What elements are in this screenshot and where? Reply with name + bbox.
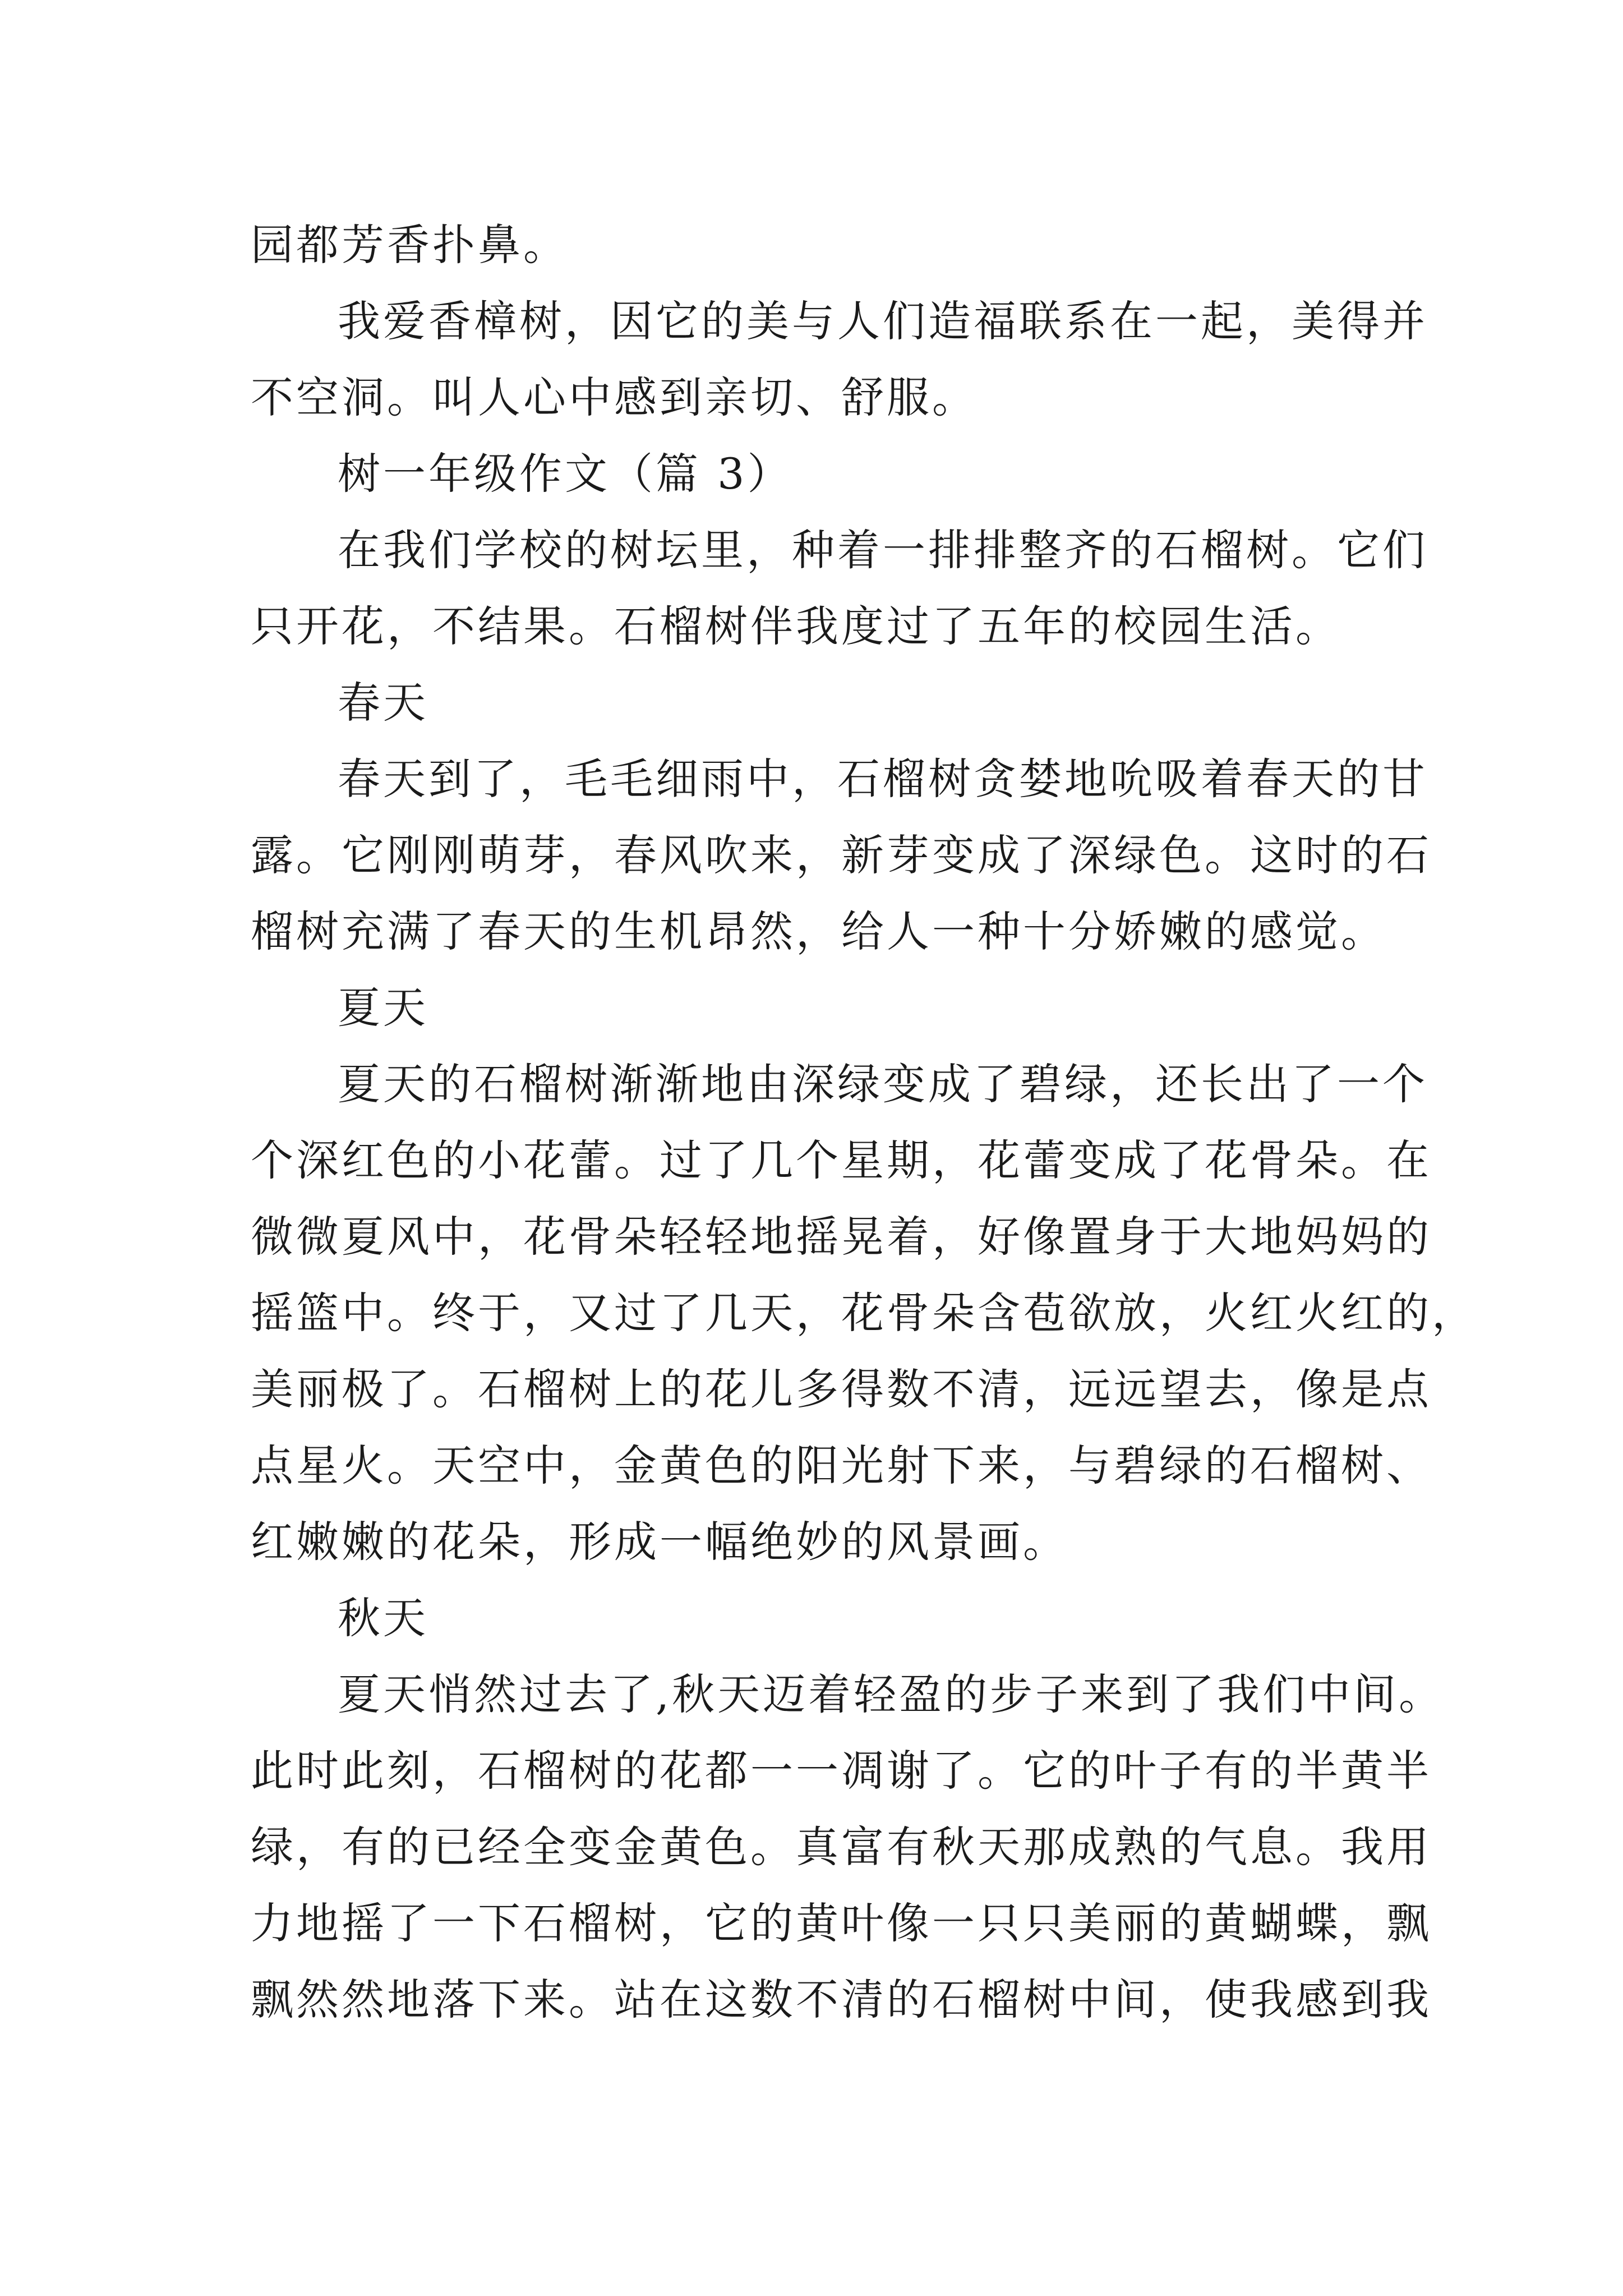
text-line: 个深红色的小花蕾。过了几个星期，花蕾变成了花骨朵。在 bbox=[251, 1135, 1432, 1185]
text-line: 飘然然地落下来。站在这数不清的石榴树中间，使我感到我 bbox=[251, 1975, 1432, 2024]
section-heading: 树一年级作文（篇 3） bbox=[338, 449, 793, 499]
text-line: 此时此刻，石榴树的花都一一凋谢了。它的叶子有的半黄半 bbox=[251, 1746, 1432, 1796]
subheading-summer: 夏天 bbox=[338, 983, 428, 1033]
subheading-autumn: 秋天 bbox=[338, 1593, 428, 1643]
subheading-spring: 春天 bbox=[338, 678, 428, 728]
text-line: 露。它刚刚萌芽，春风吹来，新芽变成了深绿色。这时的石 bbox=[251, 830, 1432, 880]
paragraph-line: 在我们学校的树坛里，种着一排排整齐的石榴树。它们 bbox=[338, 525, 1428, 575]
text-line: 不空洞。叫人心中感到亲切、舒服。 bbox=[251, 372, 978, 422]
text-line: 美丽极了。石榴树上的花儿多得数不清，远远望去，像是点 bbox=[251, 1364, 1432, 1414]
text-line: 点星火。天空中，金黄色的阳光射下来，与碧绿的石榴树、 bbox=[251, 1441, 1432, 1490]
text-line: 榴树充满了春天的生机昂然，给人一种十分娇嫩的感觉。 bbox=[251, 907, 1386, 956]
text-line: 摇篮中。终于，又过了几天，花骨朵含苞欲放，火红火红的， bbox=[251, 1288, 1477, 1338]
paragraph-line: 夏天的石榴树渐渐地由深绿变成了碧绿，还长出了一个 bbox=[338, 1059, 1428, 1109]
paragraph-line: 春天到了，毛毛细雨中，石榴树贪婪地吮吸着春天的甘 bbox=[338, 754, 1428, 804]
text-line: 力地摇了一下石榴树，它的黄叶像一只只美丽的黄蝴蝶，飘 bbox=[251, 1898, 1432, 1948]
paragraph-line: 夏天悄然过去了,秋天迈着轻盈的步子来到了我们中间。 bbox=[338, 1669, 1445, 1719]
text-line: 只开花，不结果。石榴树伴我度过了五年的校园生活。 bbox=[251, 601, 1341, 651]
essay-text bbox=[251, 207, 1477, 2038]
text-line: 红嫩嫩的花朵，形成一幅绝妙的风景画。 bbox=[251, 1517, 1068, 1567]
text-line: 绿，有的已经全变金黄色。真富有秋天那成熟的气息。我用 bbox=[251, 1822, 1432, 1872]
paragraph-line: 我爱香樟树，因它的美与人们造福联系在一起，美得并 bbox=[338, 296, 1428, 346]
text-line: 园都芳香扑鼻。 bbox=[251, 220, 569, 270]
text-line: 微微夏风中，花骨朵轻轻地摇晃着，好像置身于大地妈妈的 bbox=[251, 1212, 1432, 1262]
